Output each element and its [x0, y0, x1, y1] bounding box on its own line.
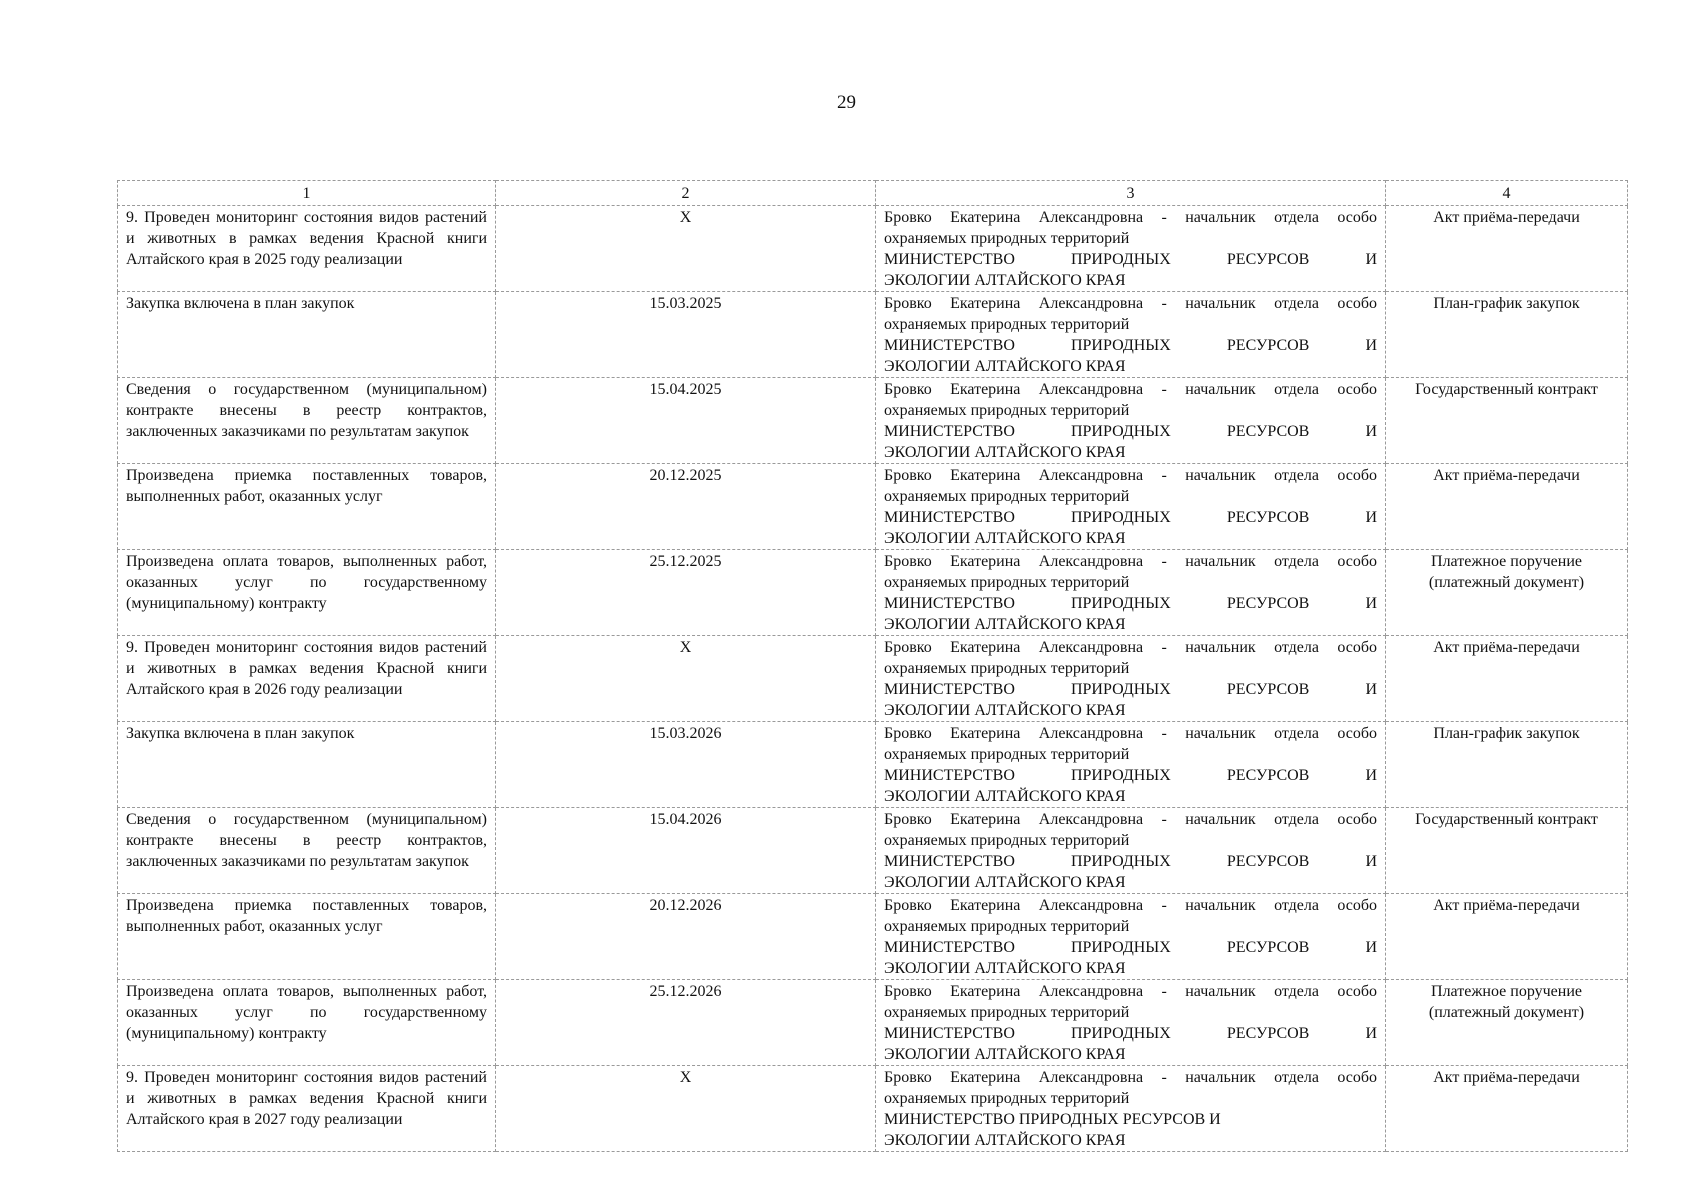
- column-header: 2: [496, 181, 876, 206]
- page-number: 29: [837, 92, 856, 113]
- table-row: [118, 980, 1628, 1066]
- document-cell: План-график закупок: [1386, 292, 1628, 378]
- event-cell: Произведена оплата товаров, выполненных работ, оказанных услуг по государственному (муниципальному) контракту: [118, 980, 496, 1066]
- responsible-person: Бровко Екатерина Александровна - начальник отдела особо охраняемых природных территорий: [884, 983, 1377, 1021]
- table-row: [118, 464, 1628, 550]
- document-cell: Акт приёма-передачи: [1386, 206, 1628, 292]
- responsible-cell: [876, 1066, 1386, 1152]
- responsible-person: Бровко Екатерина Александровна - начальник отдела особо охраняемых природных территорий: [884, 209, 1377, 247]
- event-cell: Произведена оплата товаров, выполненных работ, оказанных услуг по государственному (муниципальному) контракту: [118, 550, 496, 636]
- responsible-cell: [876, 378, 1386, 464]
- date-cell: 15.03.2026: [496, 722, 876, 808]
- date-cell: 20.12.2026: [496, 894, 876, 980]
- table-row: [118, 1066, 1628, 1152]
- table-row: [118, 894, 1628, 980]
- event-cell: 9. Проведен мониторинг состояния видов растений и животных в рамках ведения Красной книги Алтайского края в 2025 году реализации: [118, 206, 496, 292]
- document-cell: Акт приёма-передачи: [1386, 464, 1628, 550]
- event-cell: Сведения о государственном (муниципальном) контракте внесены в реестр контрактов, заключенных заказчиками по результатам закупок: [118, 378, 496, 464]
- header-row: [118, 181, 1628, 206]
- date-cell: 15.04.2025: [496, 378, 876, 464]
- responsible-person: Бровко Екатерина Александровна - начальник отдела особо охраняемых природных территорий: [884, 811, 1377, 849]
- responsible-organization: ЭКОЛОГИИ АЛТАЙСКОГО КРАЯ: [884, 616, 1126, 633]
- date-cell: X: [496, 636, 876, 722]
- column-header: 4: [1386, 181, 1628, 206]
- schedule-table: [117, 180, 1628, 1152]
- responsible-organization: ЭКОЛОГИИ АЛТАЙСКОГО КРАЯ: [884, 1132, 1126, 1149]
- responsible-person: Бровко Екатерина Александровна - начальник отдела особо охраняемых природных территорий: [884, 381, 1377, 419]
- responsible-cell: [876, 722, 1386, 808]
- responsible-person: Бровко Екатерина Александровна - начальник отдела особо охраняемых природных территорий: [884, 467, 1377, 505]
- responsible-organization: ЭКОЛОГИИ АЛТАЙСКОГО КРАЯ: [884, 272, 1126, 289]
- responsible-organization: ЭКОЛОГИИ АЛТАЙСКОГО КРАЯ: [884, 444, 1126, 461]
- document-cell: Платежное поручение (платежный документ): [1386, 980, 1628, 1066]
- responsible-cell: [876, 464, 1386, 550]
- event-cell: 9. Проведен мониторинг состояния видов растений и животных в рамках ведения Красной книги Алтайского края в 2027 году реализации: [118, 1066, 496, 1152]
- responsible-organization: МИНИСТЕРСТВО ПРИРОДНЫХ РЕСУРСОВ И: [884, 767, 1377, 784]
- table-body: [118, 206, 1628, 1152]
- event-cell: Закупка включена в план закупок: [118, 292, 496, 378]
- responsible-organization: ЭКОЛОГИИ АЛТАЙСКОГО КРАЯ: [884, 702, 1126, 719]
- column-header: 1: [118, 181, 496, 206]
- responsible-organization: МИНИСТЕРСТВО ПРИРОДНЫХ РЕСУРСОВ И: [884, 337, 1377, 354]
- responsible-person: Бровко Екатерина Александровна - начальник отдела особо охраняемых природных территорий: [884, 897, 1377, 935]
- responsible-organization: МИНИСТЕРСТВО ПРИРОДНЫХ РЕСУРСОВ И: [884, 423, 1377, 440]
- responsible-cell: [876, 206, 1386, 292]
- responsible-organization: МИНИСТЕРСТВО ПРИРОДНЫХ РЕСУРСОВ И: [884, 509, 1377, 526]
- responsible-cell: [876, 894, 1386, 980]
- event-cell: Произведена приемка поставленных товаров, выполненных работ, оказанных услуг: [118, 464, 496, 550]
- responsible-organization: ЭКОЛОГИИ АЛТАЙСКОГО КРАЯ: [884, 1046, 1126, 1063]
- responsible-organization: ЭКОЛОГИИ АЛТАЙСКОГО КРАЯ: [884, 358, 1126, 375]
- responsible-organization: МИНИСТЕРСТВО ПРИРОДНЫХ РЕСУРСОВ И: [884, 1025, 1377, 1042]
- event-cell: Произведена приемка поставленных товаров, выполненных работ, оказанных услуг: [118, 894, 496, 980]
- date-cell: 15.04.2026: [496, 808, 876, 894]
- document-cell: Акт приёма-передачи: [1386, 636, 1628, 722]
- date-cell: X: [496, 1066, 876, 1152]
- document-cell: Платежное поручение (платежный документ): [1386, 550, 1628, 636]
- event-cell: 9. Проведен мониторинг состояния видов растений и животных в рамках ведения Красной книги Алтайского края в 2026 году реализации: [118, 636, 496, 722]
- document-cell: Акт приёма-передачи: [1386, 894, 1628, 980]
- responsible-organization: МИНИСТЕРСТВО ПРИРОДНЫХ РЕСУРСОВ И: [884, 1111, 1221, 1128]
- responsible-organization: ЭКОЛОГИИ АЛТАЙСКОГО КРАЯ: [884, 788, 1126, 805]
- table-row: [118, 550, 1628, 636]
- document-cell: Государственный контракт: [1386, 808, 1628, 894]
- date-cell: 15.03.2025: [496, 292, 876, 378]
- responsible-cell: [876, 636, 1386, 722]
- responsible-person: Бровко Екатерина Александровна - начальник отдела особо охраняемых природных территорий: [884, 295, 1377, 333]
- event-cell: Сведения о государственном (муниципальном) контракте внесены в реестр контрактов, заключенных заказчиками по результатам закупок: [118, 808, 496, 894]
- responsible-organization: МИНИСТЕРСТВО ПРИРОДНЫХ РЕСУРСОВ И: [884, 853, 1377, 870]
- responsible-organization: ЭКОЛОГИИ АЛТАЙСКОГО КРАЯ: [884, 530, 1126, 547]
- responsible-organization: ЭКОЛОГИИ АЛТАЙСКОГО КРАЯ: [884, 960, 1126, 977]
- table-row: [118, 808, 1628, 894]
- document-cell: План-график закупок: [1386, 722, 1628, 808]
- table-row: [118, 378, 1628, 464]
- responsible-cell: [876, 550, 1386, 636]
- table-row: [118, 206, 1628, 292]
- event-cell: Закупка включена в план закупок: [118, 722, 496, 808]
- responsible-cell: [876, 808, 1386, 894]
- table-row: [118, 292, 1628, 378]
- responsible-person: Бровко Екатерина Александровна - начальник отдела особо охраняемых природных территорий: [884, 725, 1377, 763]
- date-cell: 25.12.2025: [496, 550, 876, 636]
- table-row: [118, 636, 1628, 722]
- document-cell: Государственный контракт: [1386, 378, 1628, 464]
- responsible-cell: [876, 980, 1386, 1066]
- responsible-organization: ЭКОЛОГИИ АЛТАЙСКОГО КРАЯ: [884, 874, 1126, 891]
- responsible-person: Бровко Екатерина Александровна - начальник отдела особо охраняемых природных территорий: [884, 639, 1377, 677]
- date-cell: X: [496, 206, 876, 292]
- responsible-person: Бровко Екатерина Александровна - начальник отдела особо охраняемых природных территорий: [884, 1069, 1377, 1107]
- document-cell: Акт приёма-передачи: [1386, 1066, 1628, 1152]
- date-cell: 20.12.2025: [496, 464, 876, 550]
- date-cell: 25.12.2026: [496, 980, 876, 1066]
- responsible-cell: [876, 292, 1386, 378]
- responsible-person: Бровко Екатерина Александровна - начальник отдела особо охраняемых природных территорий: [884, 553, 1377, 591]
- responsible-organization: МИНИСТЕРСТВО ПРИРОДНЫХ РЕСУРСОВ И: [884, 939, 1377, 956]
- column-header: 3: [876, 181, 1386, 206]
- table-row: [118, 722, 1628, 808]
- responsible-organization: МИНИСТЕРСТВО ПРИРОДНЫХ РЕСУРСОВ И: [884, 595, 1377, 612]
- responsible-organization: МИНИСТЕРСТВО ПРИРОДНЫХ РЕСУРСОВ И: [884, 681, 1377, 698]
- responsible-organization: МИНИСТЕРСТВО ПРИРОДНЫХ РЕСУРСОВ И: [884, 251, 1377, 268]
